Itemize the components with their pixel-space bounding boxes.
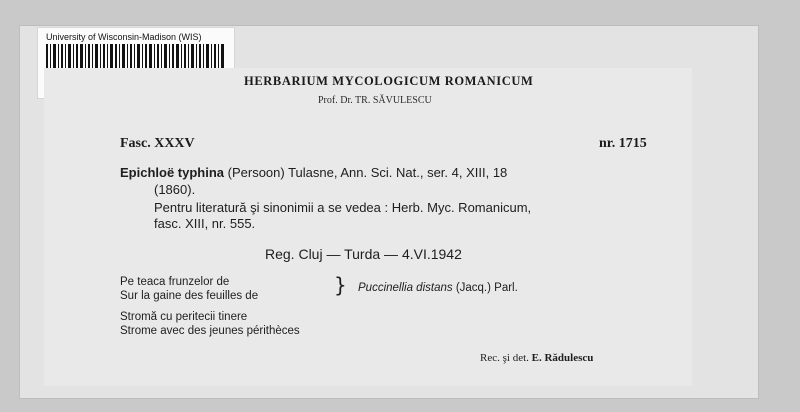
barcode-institution: University of Wisconsin-Madison (WIS) <box>46 32 202 42</box>
species-line <box>120 165 507 180</box>
species-year: (1860). <box>154 182 196 197</box>
fascicle-label: Fasc. XXXV <box>120 136 195 151</box>
host-author: (Jacq.) Parl. <box>455 282 518 294</box>
host-line-fr: Sur la gaine des feuilles de <box>120 290 259 302</box>
literature-line-2: fasc. XIII, nr. 555. <box>154 216 256 231</box>
page-title: HERBARIUM MYCOLOGICUM ROMANICUM <box>244 74 534 88</box>
species-citation: (Persoon) Tulasne, Ann. Sci. Nat., ser. 4, XIII, 18 <box>227 165 508 180</box>
brace-icon: } <box>334 273 347 297</box>
notes-line-ro: Stromă cu peritecii tinere <box>120 311 248 323</box>
literature-line-1: Pentru literatură şi sinonimii a se vedea : Herb. Myc. Romanicum, <box>154 200 532 215</box>
locality: Reg. Cluj — Turda — 4.VI.1942 <box>265 246 462 262</box>
collector-prefix: Rec. şi det. <box>480 352 529 364</box>
notes-line-fr: Strome avec des jeunes périthèces <box>120 325 300 337</box>
specimen-label <box>44 68 692 386</box>
collector-name: E. Rădulescu <box>531 352 594 364</box>
page-subtitle: Prof. Dr. TR. SĂVULESCU <box>318 95 432 106</box>
collector-line <box>480 352 593 364</box>
host-name: Puccinellia distans <box>358 282 453 294</box>
host-line-ro: Pe teaca frunzelor de <box>120 276 230 288</box>
number-label: nr. 1715 <box>599 136 647 151</box>
host-species <box>358 282 518 294</box>
species-name: Epichloë typhina <box>120 165 225 180</box>
